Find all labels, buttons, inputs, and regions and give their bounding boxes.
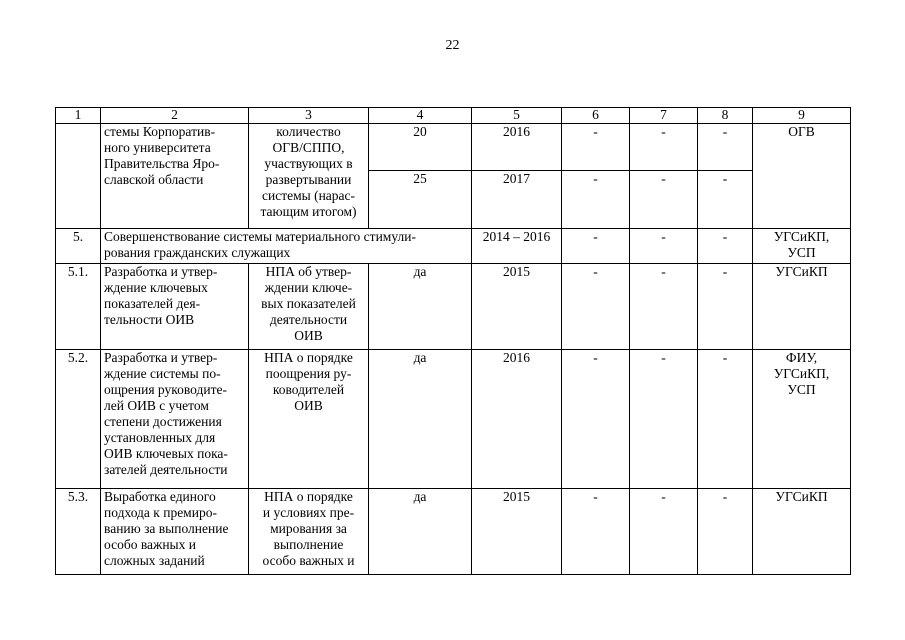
row-col8-cell: - <box>698 489 753 575</box>
table-row <box>56 350 851 489</box>
responsible-line: УГСиКП, <box>773 229 830 244</box>
document-line: деятельности <box>269 312 348 327</box>
row-description-cell <box>101 264 249 350</box>
description-line: сложных заданий <box>104 553 205 568</box>
header-row <box>56 108 851 124</box>
description-line: Разработка и утвер- <box>104 264 218 279</box>
row-year-cell: 2015 <box>472 489 562 575</box>
cont-indicator-line: количество <box>276 124 341 139</box>
row-responsible-cell <box>753 350 851 489</box>
description-line: особо важных и <box>104 537 196 552</box>
row-year-cell: 2016 <box>472 350 562 489</box>
row-col6-cell: - <box>562 350 630 489</box>
table-row <box>56 124 851 171</box>
section-period-cell: 2014 – 2016 <box>472 229 562 264</box>
row-value-cell: да <box>369 489 472 575</box>
document-line: ОИВ <box>294 328 323 343</box>
description-line: ванию за выполнение <box>104 521 229 536</box>
row-year-cell: 2015 <box>472 264 562 350</box>
cont-responsible-cell: ОГВ <box>753 124 851 229</box>
document-line: ждении ключе- <box>264 280 353 295</box>
cont-description-line: ного университета <box>104 140 211 155</box>
document-line: НПА о порядке <box>264 350 353 365</box>
row-document-cell <box>249 489 369 575</box>
document-line: НПА о порядке <box>264 489 353 504</box>
row-col7-cell: - <box>630 350 698 489</box>
section-title-line: рования гражданских служащих <box>104 245 291 260</box>
cont-indicator-line: системы (нарас- <box>261 188 356 203</box>
cont-year-cell: 2017 <box>472 171 562 229</box>
document-line: и условиях пре- <box>262 505 355 520</box>
row-responsible-cell <box>753 489 851 575</box>
document-line: поощрения ру- <box>265 366 352 381</box>
row-num-cell: 5.3. <box>56 489 101 575</box>
section-col8-cell: - <box>698 229 753 264</box>
row-responsible-cell <box>753 264 851 350</box>
header-col-4: 4 <box>369 108 472 124</box>
header-col-9: 9 <box>753 108 851 124</box>
document-line: особо важных и <box>262 553 355 568</box>
row-col6-cell: - <box>562 264 630 350</box>
document-line: ОИВ <box>294 398 323 413</box>
row-value-cell: да <box>369 350 472 489</box>
cont-col8-cell: - <box>698 171 753 229</box>
cont-num-cell <box>56 124 101 229</box>
responsible-line: ФИУ, <box>785 350 818 365</box>
row-col8-cell: - <box>698 264 753 350</box>
cont-description-line: Правительства Яро- <box>104 156 220 171</box>
cont-indicator-line: тающим итогом) <box>260 204 357 219</box>
header-col-5: 5 <box>472 108 562 124</box>
cont-col7-cell: - <box>630 171 698 229</box>
cont-description-line: славской области <box>104 172 204 187</box>
cont-col7-cell: - <box>630 124 698 171</box>
description-line: лей ОИВ с учетом <box>104 398 209 413</box>
page-number: 22 <box>445 38 460 53</box>
section-col7-cell: - <box>630 229 698 264</box>
description-line: степени достижения <box>104 414 222 429</box>
plan-table <box>55 107 851 575</box>
document-line: вых показателей <box>261 296 356 311</box>
document-line: ководителей <box>272 382 345 397</box>
description-line: подхода к премиро- <box>104 505 217 520</box>
cont-value-cell: 25 <box>369 171 472 229</box>
responsible-line: УГСиКП, <box>773 366 830 381</box>
header-col-6: 6 <box>562 108 630 124</box>
responsible-line: УСП <box>787 245 816 260</box>
cont-year-cell: 2016 <box>472 124 562 171</box>
table-row <box>56 264 851 350</box>
row-col8-cell: - <box>698 350 753 489</box>
description-line: показателей дея- <box>104 296 201 311</box>
cont-indicator-line: развертывании <box>265 172 352 187</box>
cont-col6-cell: - <box>562 124 630 171</box>
row-description-cell <box>101 350 249 489</box>
row-col7-cell: - <box>630 489 698 575</box>
description-line: Разработка и утвер- <box>104 350 218 365</box>
header-col-1: 1 <box>56 108 101 124</box>
row-num-cell: 5.1. <box>56 264 101 350</box>
row-col6-cell: - <box>562 489 630 575</box>
document-line: выполнение <box>273 537 344 552</box>
description-line: зателей деятельности <box>104 462 228 477</box>
row-document-cell <box>249 264 369 350</box>
row-description-cell <box>101 489 249 575</box>
description-line: ОИВ ключевых пока- <box>104 446 228 461</box>
cont-indicator-line: ОГВ/СППО, <box>272 140 345 155</box>
cont-indicator-line: участвующих в <box>264 156 353 171</box>
row-num-cell: 5.2. <box>56 350 101 489</box>
responsible-line: УСП <box>787 382 816 397</box>
responsible-line: УГСиКП <box>775 489 828 504</box>
cont-value-cell: 20 <box>369 124 472 171</box>
row-document-cell <box>249 350 369 489</box>
header-col-7: 7 <box>630 108 698 124</box>
header-col-3: 3 <box>249 108 369 124</box>
section-num-cell: 5. <box>56 229 101 264</box>
section-row <box>56 229 851 264</box>
section-title-line: Совершенствование системы материального стимули- <box>104 229 416 244</box>
header-col-8: 8 <box>698 108 753 124</box>
row-col7-cell: - <box>630 264 698 350</box>
table-row <box>56 489 851 575</box>
description-line: ощрения руководите- <box>104 382 227 397</box>
cont-description-line: стемы Корпоратив- <box>104 124 216 139</box>
section-responsible-cell <box>753 229 851 264</box>
cont-col6-cell: - <box>562 171 630 229</box>
cont-indicator-cell <box>249 124 369 229</box>
cont-col8-cell: - <box>698 124 753 171</box>
row-value-cell: да <box>369 264 472 350</box>
section-title-cell <box>101 229 472 264</box>
section-col6-cell: - <box>562 229 630 264</box>
description-line: ждение системы по- <box>104 366 221 381</box>
document-line: НПА об утвер- <box>265 264 352 279</box>
header-col-2: 2 <box>101 108 249 124</box>
description-line: Выработка единого <box>104 489 216 504</box>
cont-description-cell <box>101 124 249 229</box>
description-line: установленных для <box>104 430 216 445</box>
document-line: мирования за <box>270 521 347 536</box>
description-line: тельности ОИВ <box>104 312 195 327</box>
responsible-line: УГСиКП <box>775 264 828 279</box>
description-line: ждение ключевых <box>104 280 208 295</box>
